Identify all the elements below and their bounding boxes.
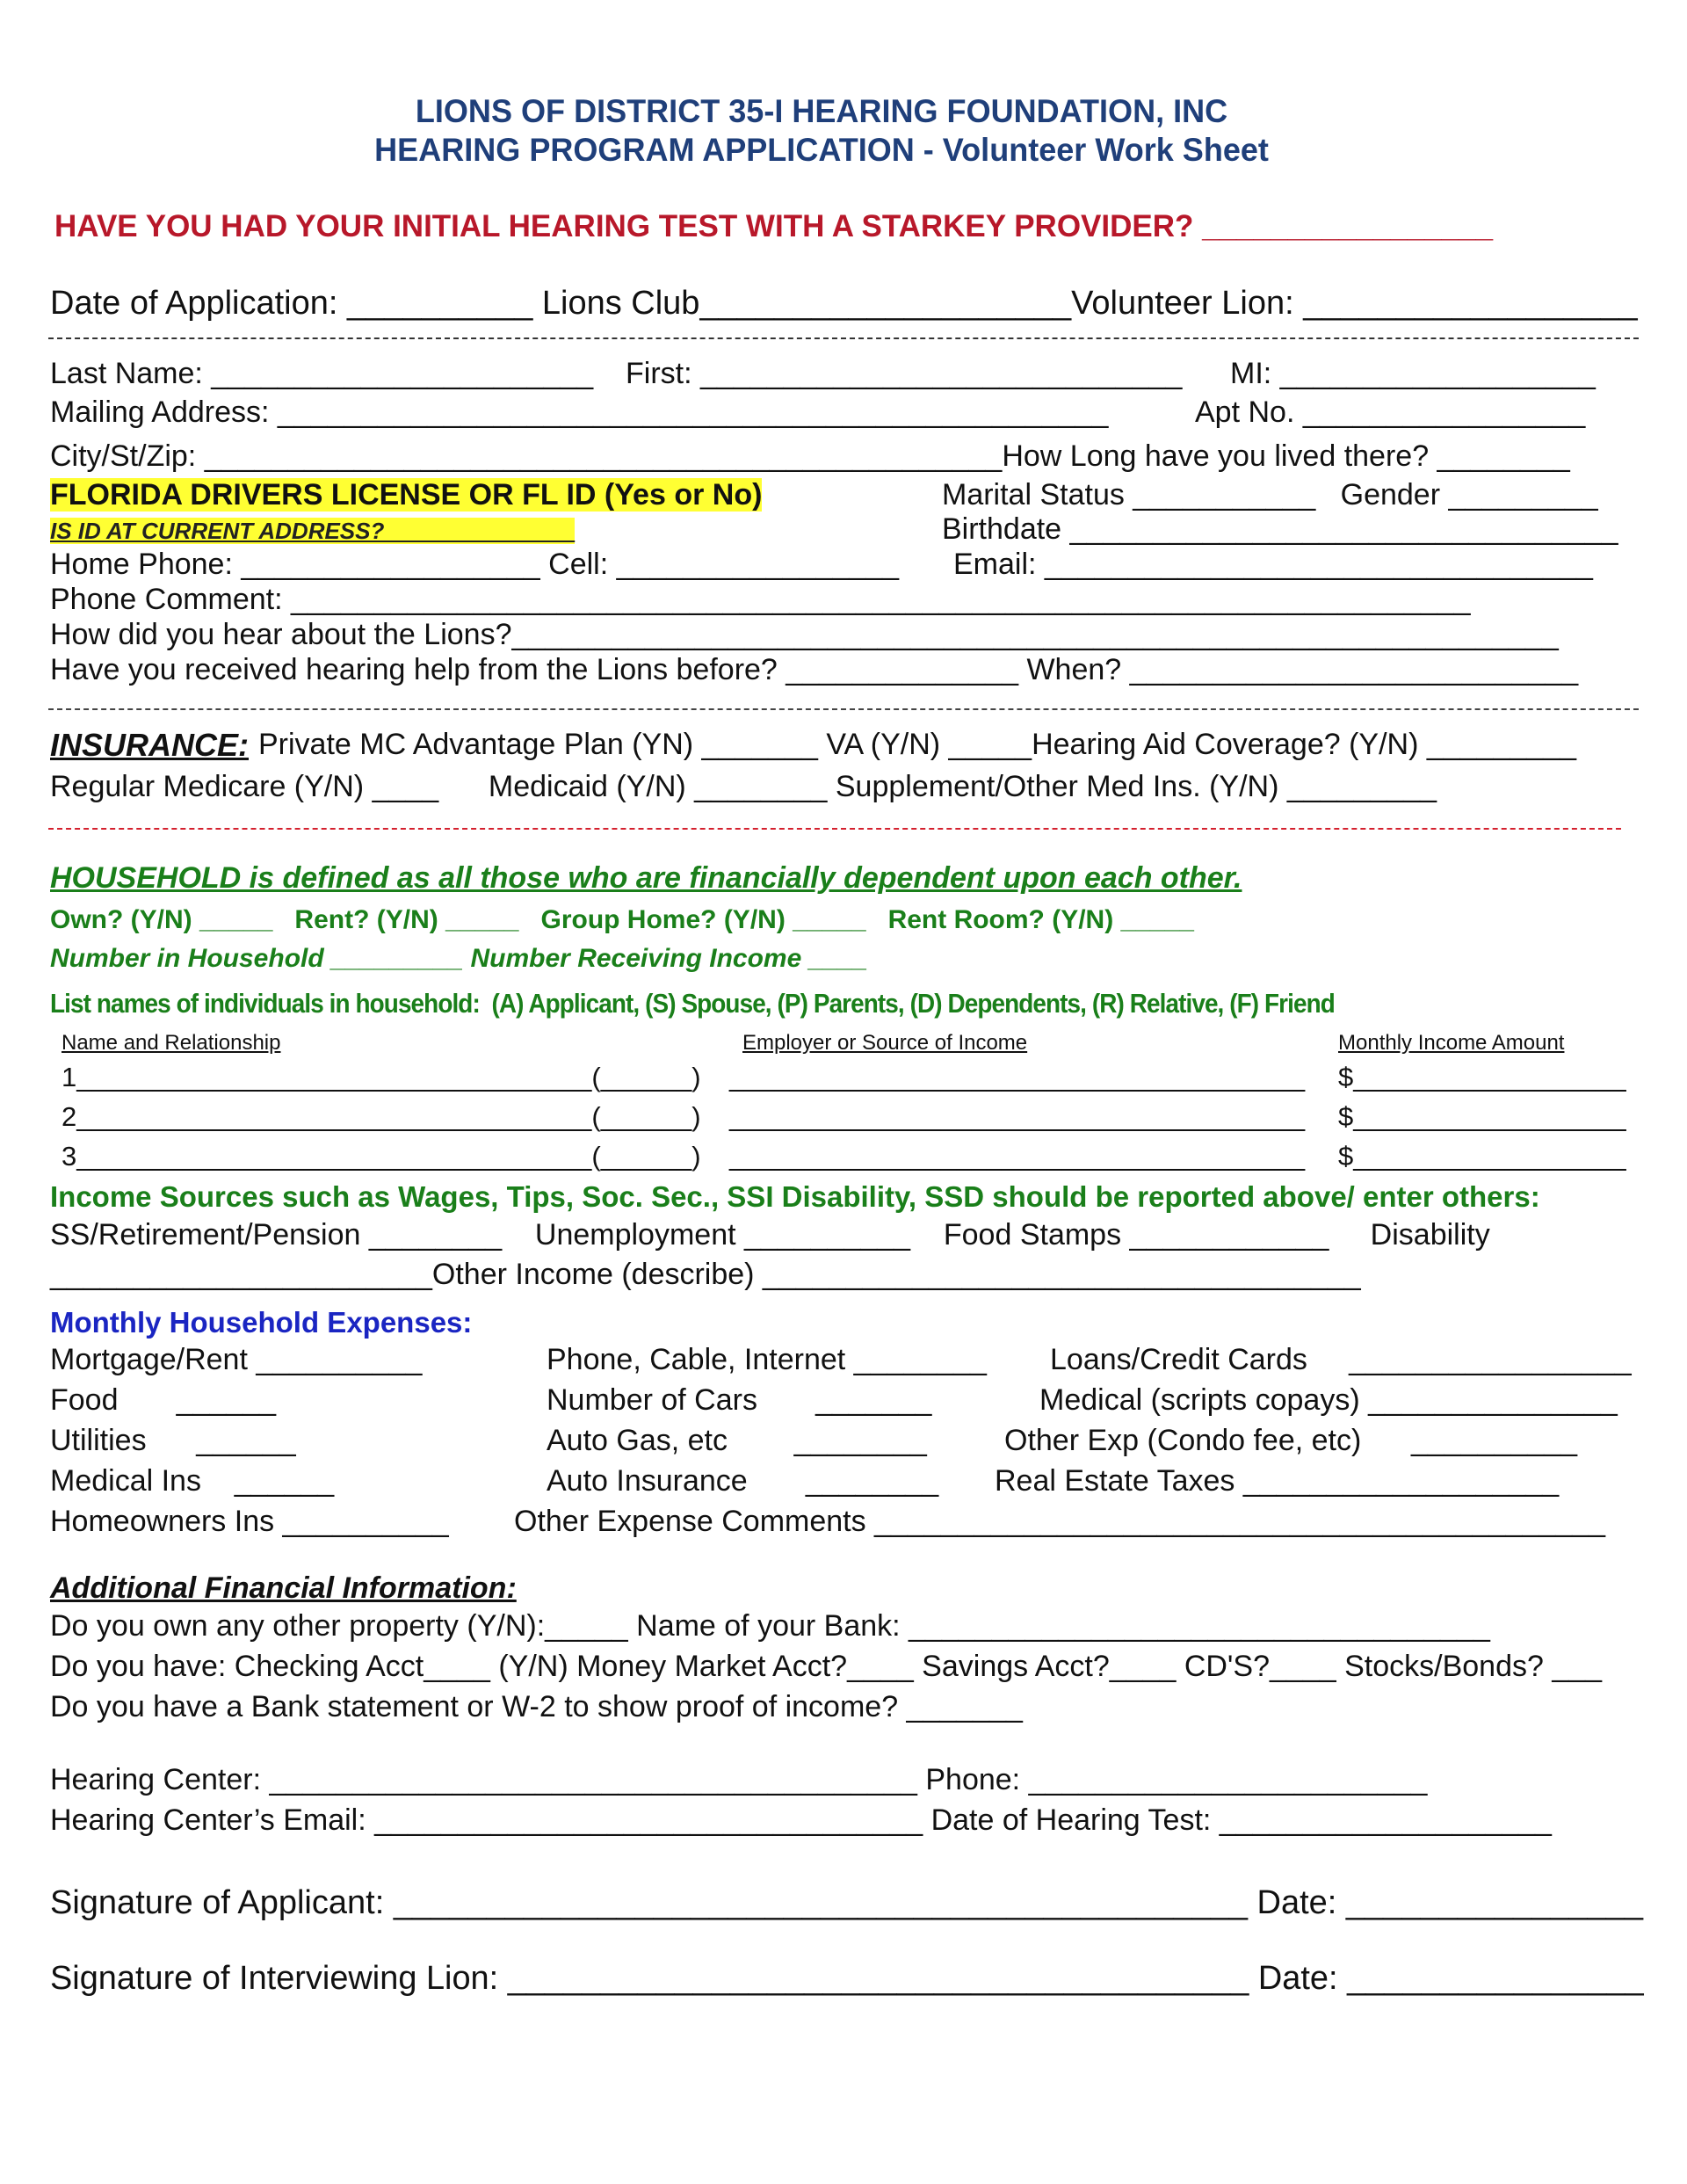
household-row-2-employer[interactable]: ______________________________________ bbox=[729, 1101, 1306, 1132]
income-sources-note: Income Sources such as Wages, Tips, Soc. Sec., SSI Disability, SSD should be reported above/ enter others: bbox=[50, 1180, 1540, 1213]
financial-row-2[interactable]: Do you have: Checking Acct____ (Y/N) Money Market Acct?____ Savings Acct?____ CD'S?____ Stocks/Bonds? ___ bbox=[50, 1650, 1603, 1683]
expense-real-estate-taxes[interactable]: Real Estate Taxes ___________________ bbox=[995, 1464, 1560, 1498]
col-monthly-income: Monthly Income Amount bbox=[1338, 1031, 1565, 1055]
marital-gender-field[interactable]: Marital Status ___________ Gender _________ bbox=[942, 478, 1598, 512]
household-row-2-amount[interactable]: $__________________ bbox=[1338, 1101, 1626, 1132]
hearing-center-row-2[interactable]: Hearing Center’s Email: _________________________________ Date of Hearing Test: ____________________ bbox=[50, 1803, 1552, 1837]
email-field[interactable]: Email: _________________________________ bbox=[953, 548, 1593, 581]
financial-row-1[interactable]: Do you own any other property (Y/N):_____ Name of your Bank: ___________________________________ bbox=[50, 1609, 1490, 1643]
financial-row-3[interactable]: Do you have a Bank statement or W-2 to show proof of income? _______ bbox=[50, 1690, 1023, 1723]
household-row-2-name[interactable]: 2__________________________________(______) bbox=[62, 1101, 701, 1132]
expense-number-of-cars[interactable]: Number of Cars _______ bbox=[547, 1383, 932, 1417]
last-name-field[interactable]: Last Name: _______________________ bbox=[50, 357, 594, 390]
expense-phone-cable-internet[interactable]: Phone, Cable, Internet ________ bbox=[547, 1343, 987, 1376]
received-help-field[interactable]: Have you received hearing help from the Lions before? ______________ When? ___________________________ bbox=[50, 653, 1579, 686]
id-current-address-question[interactable]: IS ID AT CURRENT ADDRESS? __________ bbox=[50, 518, 576, 544]
application-info-row[interactable]: Date of Application: __________ Lions Club____________________Volunteer Lion: __________________ bbox=[50, 285, 1638, 322]
first-name-field[interactable]: First: _____________________________ bbox=[626, 357, 1183, 390]
household-row-1-name[interactable]: 1__________________________________(______) bbox=[62, 1062, 701, 1092]
expense-auto-gas[interactable]: Auto Gas, etc ________ bbox=[547, 1424, 927, 1457]
expense-mortgage-rent[interactable]: Mortgage/Rent __________ bbox=[50, 1343, 423, 1376]
expense-other-comments[interactable]: Other Expense Comments ____________________________________________ bbox=[514, 1505, 1606, 1538]
red-divider bbox=[48, 828, 1621, 830]
insurance-label: INSURANCE: bbox=[50, 727, 250, 763]
header-title-line1: LIONS OF DISTRICT 35-I HEARING FOUNDATION, INC bbox=[415, 93, 1228, 129]
expenses-title: Monthly Household Expenses: bbox=[50, 1306, 473, 1339]
birthdate-field[interactable]: Birthdate _________________________________ bbox=[942, 512, 1618, 546]
housing-type-row[interactable]: Own? (Y/N) _____ Rent? (Y/N) _____ Group Home? (Y/N) _____ Rent Room? (Y/N) _____ bbox=[50, 905, 1194, 934]
col-employer-source: Employer or Source of Income bbox=[742, 1031, 1028, 1055]
fl-id-question[interactable]: FLORIDA DRIVERS LICENSE OR FL ID (Yes or No) bbox=[50, 478, 763, 512]
expense-food[interactable]: Food ______ bbox=[50, 1383, 277, 1417]
income-row-2[interactable]: _______________________Other Income (describe) ____________________________________ bbox=[50, 1258, 1361, 1291]
household-row-1-employer[interactable]: ______________________________________ bbox=[729, 1062, 1306, 1092]
expense-utilities[interactable]: Utilities ______ bbox=[50, 1424, 296, 1457]
phone-comment-field[interactable]: Phone Comment: _______________________________________________________________________ bbox=[50, 583, 1471, 616]
household-row-3-amount[interactable]: $__________________ bbox=[1338, 1141, 1626, 1172]
expense-medical-ins[interactable]: Medical Ins ______ bbox=[50, 1464, 335, 1498]
expense-homeowners-ins[interactable]: Homeowners Ins __________ bbox=[50, 1505, 449, 1538]
how-hear-field[interactable]: How did you hear about the Lions?_______________________________________________________________ bbox=[50, 618, 1559, 651]
household-definition: HOUSEHOLD is defined as all those who are financially dependent upon each other. bbox=[50, 861, 1242, 895]
col-name-relationship: Name and Relationship bbox=[62, 1031, 281, 1055]
apt-no-field[interactable]: Apt No. _________________ bbox=[1195, 395, 1586, 429]
divider bbox=[48, 337, 1639, 339]
expense-loans-credit-cards[interactable]: Loans/Credit Cards _________________ bbox=[1050, 1343, 1632, 1376]
household-row-3-name[interactable]: 3__________________________________(______) bbox=[62, 1141, 701, 1172]
signature-applicant[interactable]: Signature of Applicant: ______________________________________________ Date: ________________ bbox=[50, 1884, 1644, 1921]
signature-interviewing-lion[interactable]: Signature of Interviewing Lion: ________________________________________ Date: ________________ bbox=[50, 1960, 1644, 1997]
household-row-1-amount[interactable]: $__________________ bbox=[1338, 1062, 1626, 1092]
city-state-zip-field[interactable]: City/St/Zip: ________________________________________________How Long have you lived there? ________ bbox=[50, 439, 1570, 473]
mi-field[interactable]: MI: ___________________ bbox=[1230, 357, 1596, 390]
household-list-instructions: List names of individuals in household: (A) Applicant, (S) Spouse, (P) Parents, (D) Dependents, (R) Relative, (F) Friend bbox=[50, 988, 1335, 1019]
expense-other-condo[interactable]: Other Exp (Condo fee, etc) __________ bbox=[1004, 1424, 1578, 1457]
phone-cell-field[interactable]: Home Phone: __________________ Cell: _________________ bbox=[50, 548, 900, 581]
household-count-row[interactable]: Number in Household _________ Number Receiving Income ____ bbox=[50, 944, 868, 973]
expense-auto-insurance[interactable]: Auto Insurance ________ bbox=[547, 1464, 939, 1498]
header-title-line2: HEARING PROGRAM APPLICATION - Volunteer Work Sheet bbox=[374, 132, 1269, 168]
expense-medical-scripts[interactable]: Medical (scripts copays) _______________ bbox=[1039, 1383, 1618, 1417]
financial-title: Additional Financial Information: bbox=[50, 1571, 517, 1605]
mailing-address-field[interactable]: Mailing Address: __________________________________________________ bbox=[50, 395, 1109, 429]
income-row-1[interactable]: SS/Retirement/Pension ________ Unemployment __________ Food Stamps ____________ Disability bbox=[50, 1218, 1490, 1252]
insurance-row-1[interactable]: Private MC Advantage Plan (YN) _______ VA (Y/N) _____Hearing Aid Coverage? (Y/N) _________ bbox=[258, 728, 1577, 761]
hearing-center-row-1[interactable]: Hearing Center: _______________________________________ Phone: ________________________ bbox=[50, 1763, 1428, 1796]
insurance-row-2[interactable]: Regular Medicare (Y/N) ____ Medicaid (Y/N) ________ Supplement/Other Med Ins. (Y/N) _________ bbox=[50, 770, 1437, 803]
household-row-3-employer[interactable]: ______________________________________ bbox=[729, 1141, 1306, 1172]
divider bbox=[48, 708, 1639, 710]
starkey-question[interactable]: HAVE YOU HAD YOUR INITIAL HEARING TEST WITH A STARKEY PROVIDER? _________________ bbox=[54, 209, 1494, 243]
